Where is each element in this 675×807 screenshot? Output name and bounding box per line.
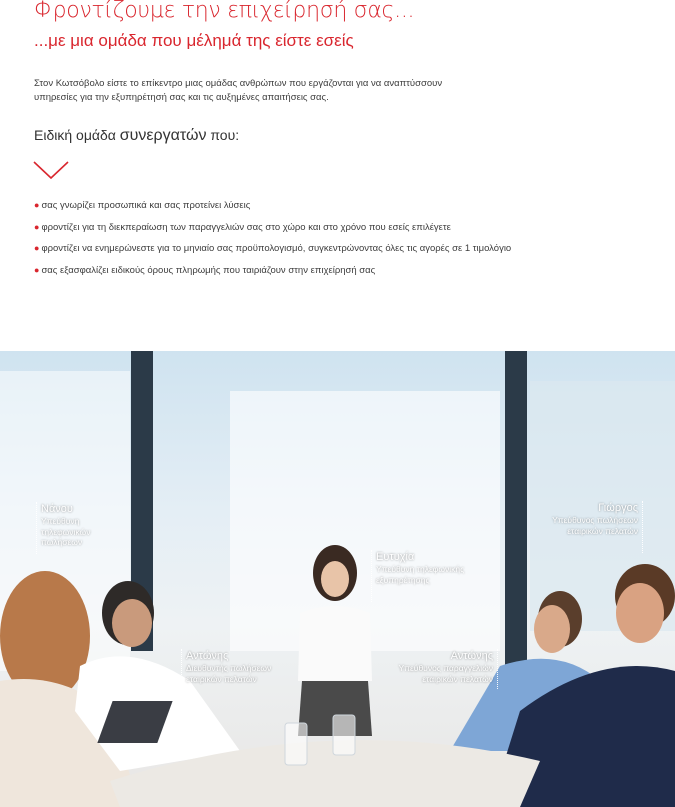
page-subtitle: ...με μια ομάδα που μέλημά της είστε εσείς	[34, 31, 354, 50]
bullet-dot-icon: ●	[34, 221, 40, 232]
person-role: πωλήσεων	[41, 537, 83, 547]
label-antonis-orders	[398, 649, 498, 689]
team-heading	[34, 127, 239, 145]
person-name: Νάνου	[41, 503, 73, 515]
list-item	[34, 241, 511, 263]
bullet-dot-icon: ●	[34, 243, 40, 253]
person-name: Γιώργος	[598, 502, 638, 514]
list-item-text: φροντίζει να ενημερώνεστε για το μηνιαίο σας προϋπολογισμό, συγκεντρώνοντας όλες τις αγορές σε 1 τιμολόγιο	[41, 243, 512, 254]
person-name: Αντώνης	[186, 650, 229, 662]
list-item-text: σας εξασφαλίζει ειδικούς όρους πληρωμής που ταιριάζουν στην επιχείρησή σας	[41, 264, 376, 276]
label-giorgos	[552, 501, 643, 553]
intro-line-1: Στον Κωτσόβολο είστε το επίκεντρο μιας ομάδας ανθρώπων που εργάζονται για να αναπτύσσουν	[34, 78, 443, 89]
person-role: Διευθυντής πωλήσεων	[186, 663, 272, 673]
list-item-text: φροντίζει για τη διεκπεραίωση των παραγγελιών σας στο χώρο και στο χρόνο που εσείς επιλέγετε	[41, 221, 451, 233]
label-nanou	[36, 502, 90, 554]
team-heading-prefix: Ειδική ομάδα	[34, 127, 120, 143]
team-photo	[0, 351, 675, 807]
chevron-down-icon	[33, 160, 69, 180]
person-role: εξυπηρέτησης	[376, 574, 430, 585]
list-item	[34, 263, 511, 285]
bullet-dot-icon: ●	[34, 264, 40, 275]
page-title: Φροντίζουμε την επιχείρησή σας...	[34, 0, 415, 23]
team-heading-emphasis: συνεργατών	[119, 127, 207, 144]
person-name: Αντώνης	[450, 650, 493, 662]
person-role: εταιρικών πελατών	[567, 525, 638, 536]
person-role: Υπεύθυνος παραγγελιών	[398, 663, 493, 673]
person-role: τηλεφωνικών	[41, 526, 91, 537]
person-role: Υπεύθυνος πωλήσεων	[552, 515, 638, 525]
team-heading-suffix: που:	[206, 127, 240, 143]
list-item	[34, 198, 511, 220]
person-role: εταιρικών πελατών	[422, 673, 493, 684]
intro-line-2: υπηρεσίες για την εξυπηρέτησή σας και τις αυξημένες απαιτήσεις σας.	[34, 92, 329, 103]
bullet-dot-icon: ●	[34, 200, 40, 210]
benefits-list	[34, 198, 511, 284]
list-item-text: σας γνωρίζει προσωπικά και σας προτείνει λύσεις	[41, 200, 251, 211]
label-antonis-sales-director	[181, 649, 271, 689]
person-role: Υπεύθυνη	[41, 516, 80, 526]
person-name: Ευτυχία	[376, 551, 415, 563]
people-illustration	[0, 351, 675, 807]
person-role: εταιρικών πελατών	[186, 673, 257, 684]
person-role: Υπεύθυνη τηλεφωνικής	[376, 564, 465, 574]
intro-paragraph	[34, 77, 554, 105]
label-eftychia	[371, 550, 464, 602]
list-item	[34, 220, 511, 242]
